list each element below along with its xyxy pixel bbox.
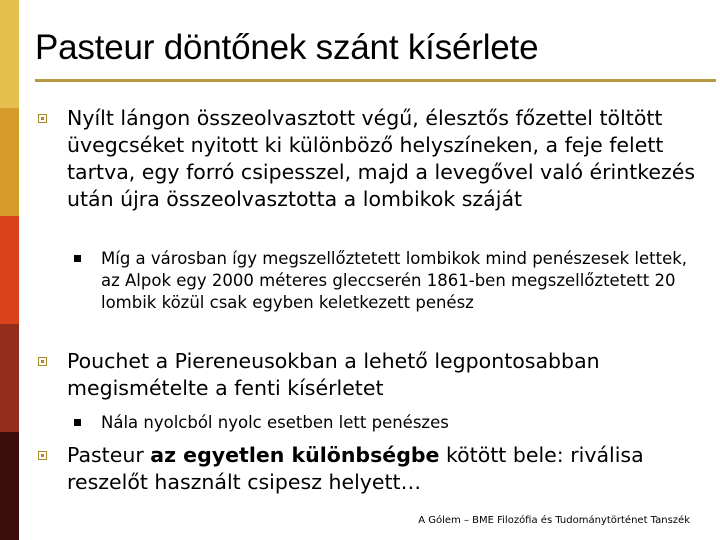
sidebar-band-red xyxy=(0,216,19,324)
sub-bullet-text: Nála nyolcból nyolc esetben lett penészes xyxy=(101,413,449,432)
bullet-item-2 xyxy=(67,348,717,402)
bullet-text: Nyílt lángon összeolvasztott végű, élesztős főzettel töltött üvegcséket nyitott ki különböző helyszíneken, a feje felett tartva, egy forró csipesszel, majd a levegővel való érintkezés után újra összeolvasztotta a lombikok száját xyxy=(67,106,696,211)
title-underline xyxy=(35,79,716,82)
square-bullet-icon xyxy=(38,114,47,123)
square-bullet-icon xyxy=(38,451,47,460)
bullet-text: Pouchet a Piereneusokban a lehető legpontosabban megismételte a fenti kísérletet xyxy=(67,349,600,400)
square-bullet-icon xyxy=(38,357,47,366)
filled-square-bullet-icon xyxy=(74,255,81,262)
bullet-text-emphasis: az egyetlen különbségbe xyxy=(150,443,440,467)
slide-footer: A Gólem – BME Filozófia és Tudománytörténet Tanszék xyxy=(418,515,690,526)
sub-bullet-item-2 xyxy=(101,412,711,434)
bullet-text-end: kötött bele: riválisa reszelőt használt csipesz helyett… xyxy=(67,443,644,494)
sub-bullet-text: Míg a városban így megszellőztetett lombikok mind penészesek lettek, az Alpok egy 2000 méteres gleccserén 1861-ben megszellőztetett 20 lombik közül csak egyben keletkezett penész xyxy=(101,249,688,312)
sidebar-band-yellow xyxy=(0,0,19,108)
filled-square-bullet-icon xyxy=(74,419,81,426)
slide-title: Pasteur döntőnek szánt kísérlete xyxy=(35,28,539,67)
sidebar-band-brown xyxy=(0,324,19,432)
bullet-item-1 xyxy=(67,105,717,213)
sidebar-color-bands xyxy=(0,0,19,540)
bullet-text-start: Pasteur xyxy=(67,443,151,467)
sub-bullet-item-1 xyxy=(101,248,711,314)
bullet-item-3 xyxy=(67,442,717,496)
sidebar-band-dark xyxy=(0,432,19,540)
sidebar-band-orange xyxy=(0,108,19,216)
